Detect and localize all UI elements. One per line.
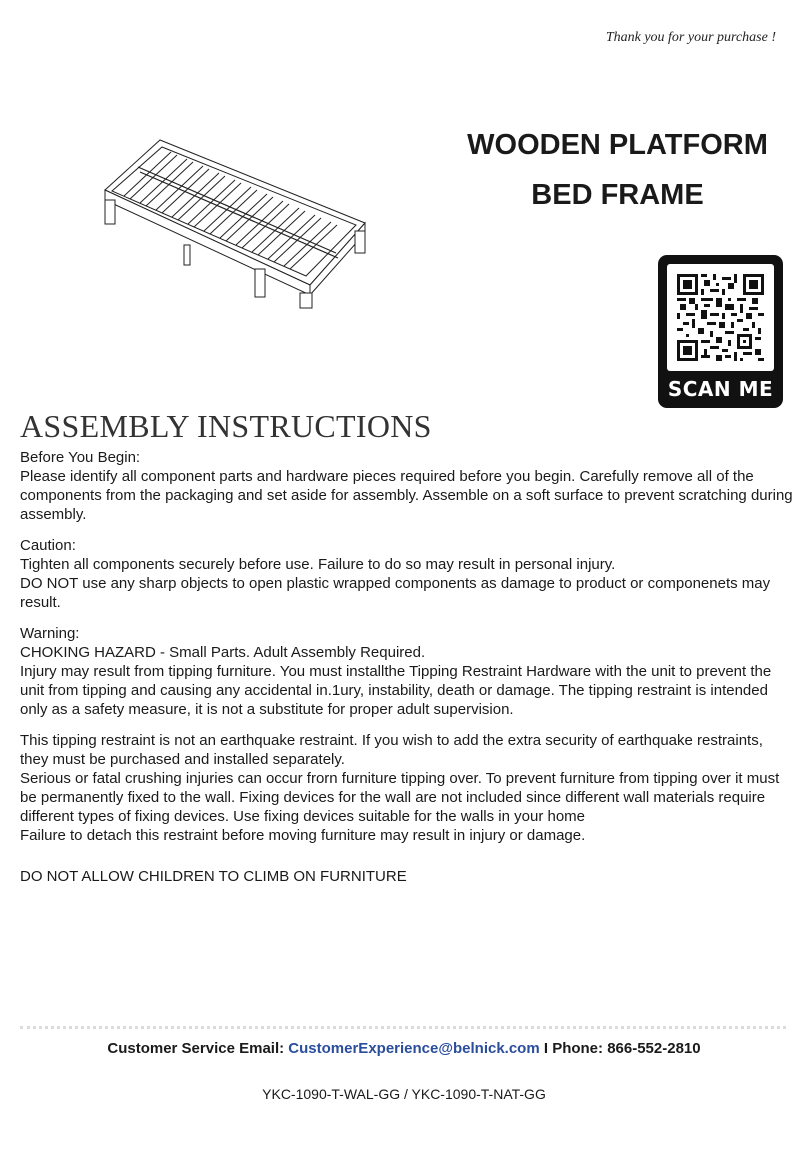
thank-you-note: Thank you for your purchase !: [605, 30, 776, 45]
before-text: Please identify all component parts and hardware pieces required before you begin. Carefully remove all of the components from the packaging and set aside for assembly. Assemble on a soft surface to prevent scratching during assembly.: [20, 468, 793, 523]
children-warning: DO NOT ALLOW CHILDREN TO CLIMB ON FURNITURE: [20, 868, 407, 885]
warning-line2: Injury may result from tipping furniture. You must installthe Tipping Restraint Hardware with the unit to prevent the unit from tipping and causing any accidental in.1ury, instability, death or damage. The tipping restraint is intended only as a safety measure, it is not a substitute for proper adult supervision.: [20, 663, 772, 718]
product-title-line2: BED FRAME: [531, 179, 704, 211]
bed-frame-illustration: [100, 135, 375, 310]
caution-line2: DO NOT use any sharp objects to open plastic wrapped components as damage to product or componenets may result.: [20, 575, 771, 611]
email-label: Customer Service Email:: [107, 1040, 285, 1057]
warning-section: [20, 624, 795, 719]
assembly-heading: ASSEMBLY INSTRUCTIONS: [20, 408, 432, 444]
qr-code-badge[interactable]: [658, 255, 783, 408]
product-title: [440, 120, 795, 220]
warning-line1: CHOKING HAZARD - Small Parts. Adult Assembly Required.: [20, 644, 426, 661]
instructions-body: [20, 448, 795, 886]
scan-me-label: SCAN ME: [667, 377, 774, 401]
phone-info: I Phone: 866-552-2810: [543, 1040, 701, 1057]
qr-code-icon: [677, 274, 764, 361]
footer-divider: [20, 1026, 786, 1029]
customer-service-line: [0, 1040, 808, 1057]
earthquake-paragraph: This tipping restraint is not an earthquake restraint. If you wish to add the extra security of earthquake restraints, they must be purchased and installed separately.: [20, 732, 763, 768]
detach-paragraph: Failure to detach this restraint before moving furniture may result in injury or damage.: [20, 827, 586, 844]
before-title: Before You Begin:: [20, 449, 141, 466]
crushing-paragraph: Serious or fatal crushing injuries can occur frorn furniture tipping over. To prevent furniture from tipping over it must be permanently fixed to the wall. Fixing devices for the wall are not included since different wall materials require different types of fixing devices. Use fixing devices suitable for the walls in your home: [20, 770, 780, 825]
caution-line1: Tighten all components securely before use. Failure to do so may result in personal injury.: [20, 556, 616, 573]
caution-section: [20, 536, 795, 612]
email-link[interactable]: CustomerExperience@belnick.com: [288, 1040, 540, 1057]
warning-title: Warning:: [20, 625, 80, 642]
model-numbers: YKC-1090-T-WAL-GG / YKC-1090-T-NAT-GG: [262, 1086, 546, 1102]
caution-title: Caution:: [20, 537, 76, 554]
before-you-begin-section: [20, 448, 795, 524]
product-title-line1: WOODEN PLATFORM: [467, 129, 768, 161]
qr-code[interactable]: [667, 264, 774, 371]
